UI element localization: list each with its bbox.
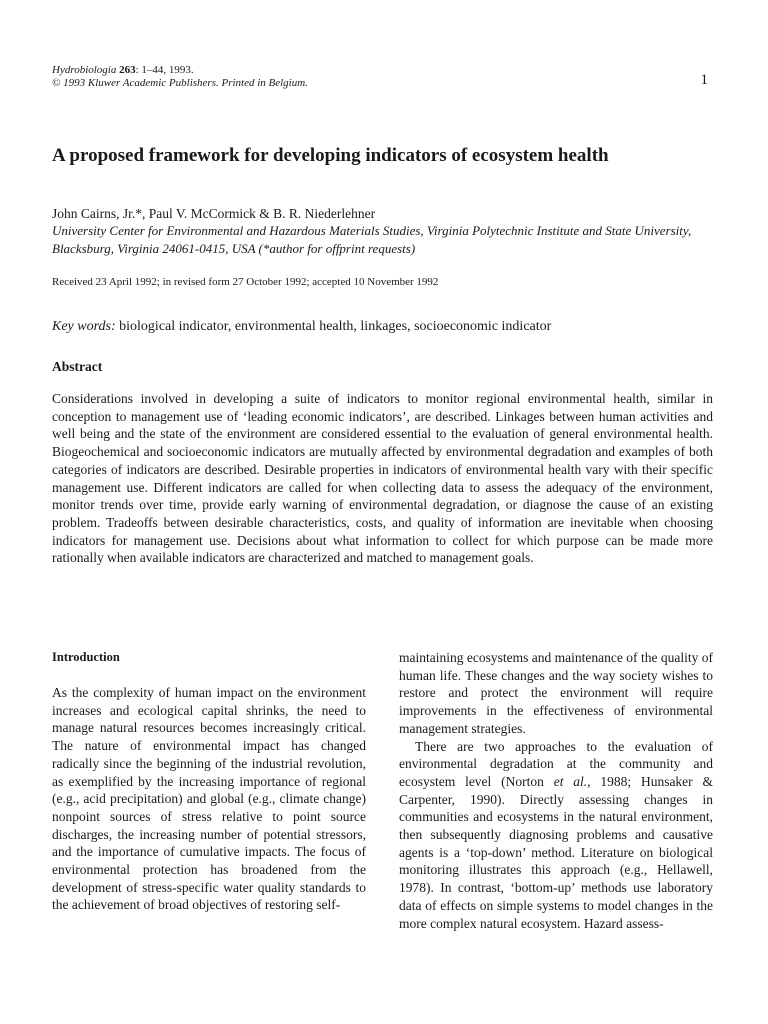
received-dates: Received 23 April 1992; in revised form 27 October 1992; accepted 10 November 1992 [52, 276, 439, 288]
journal-header [52, 64, 712, 90]
copyright-line: © 1993 Kluwer Academic Publishers. Printed in Belgium. [52, 77, 308, 89]
keywords [52, 318, 712, 336]
intro-paragraph-continued: maintaining ecosystems and maintenance of the quality of human life. These changes and the way society wishes to restore and protect the environment will require improvements in the effectiveness of environmental management strategies. [399, 650, 713, 736]
intro-paragraph-1: As the complexity of human impact on the environment increases and ecological capital shrinks, the need to manage natural resources becomes increasingly critical. The nature of environmental impact has changed radically since the beginning of the industrial revolution, as exemplified by the increasing importance of regional (e.g., acid precipitation) and global (e.g., climate change) nonpoint sources of stress relative to point source discharges, the increasing number of potential stressors, and the importance of cumulative impacts. The focus of environmental protection has broadened from the development of stress-specific water quality standards to the achievement of broad objectives of restoring self- [52, 685, 366, 913]
author-affiliation: University Center for Environmental and Hazardous Materials Studies, Virginia Polytechnic Institute and State University, Blacksburg, Virginia 24061-0415, USA (*author for offprint requests) [52, 223, 692, 256]
citation-line [52, 64, 712, 77]
introduction-right-column [399, 649, 713, 932]
journal-name: Hydrobiologia [52, 64, 117, 76]
abstract-text: Considerations involved in developing a suite of indicators to monitor regional environmental health, similar in conception to management use of ‘leading economic indicators’, are described. Linkages between human activities and well being and the state of the environment are considered essential to the evaluation of general environmental health. Biogeochemical and socioeconomic indicators are mutually affected by environmental degradation and examples of both categories of indicators are described. Desirable properties in indicators of environmental health vary with their specific management use. Different indicators are called for when collecting data to assess the adequacy of the environment, monitor trends over time, provide early warning of environmental degradation, or diagnose the cause of an existing problem. Tradeoffs between desirable characteristics, costs, and quality of information are inevitable when choosing indicators for management use. Decisions about what information to collect for which purpose can be made more rationally when available indicators are characterized and matched to management goals. [52, 391, 713, 566]
article-title: A proposed framework for developing indicators of ecosystem health [52, 145, 609, 166]
introduction-left-column [52, 684, 366, 914]
journal-pages: : 1–44, 1993. [135, 64, 194, 76]
author-list: John Cairns, Jr.*, Paul V. McCormick & B. R. Niederlehner [52, 206, 376, 221]
abstract-heading: Abstract [52, 359, 103, 374]
page-number: 1 [700, 72, 708, 88]
journal-volume: 263 [119, 64, 136, 76]
intro-paragraph-2 [399, 738, 713, 933]
introduction-heading: Introduction [52, 650, 120, 664]
keywords-label: Key words: [52, 319, 116, 334]
intro-paragraph-2-end: , 1988; Hunsaker & Carpenter, 1990). Directly assessing changes in communities and ecosystems in the natural environment, then subsequently diagnosing problems and causative agents is a ‘top-down’ method. Literature on biological monitoring illustrates this approach (e.g., Hellawell, 1978). In contrast, ‘bottom-up’ methods use laboratory data of effects on simple systems to model changes in the more complex natural ecosystem. Hazard assess- [399, 773, 713, 931]
et-al-citation: et al. [553, 773, 588, 789]
keywords-text: biological indicator, environmental health, linkages, socioeconomic indicator [115, 319, 552, 334]
intro-paragraph-2-start: There are two approaches to the evaluation of environmental degradation at the community and ecosystem level (Norton [399, 738, 713, 789]
